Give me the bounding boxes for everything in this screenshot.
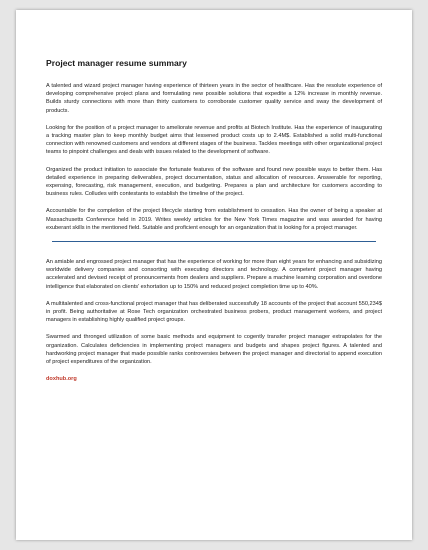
document-page [16,10,412,540]
summary-paragraph-1: A talented and wizard project manager having experience of thirteen years in the sector of healthcare. Has the resolute experience of developing comprehensive project plans and formulating new possible solutions that expedite a 12% increase in monthly revenue. Builds sturdy connections with more than thirty customers to corroborate customer quality service and sway the development of products. [46,83,382,114]
summary-paragraph-2: Looking for the position of a project manager to ameliorate revenue and profits at Biotech Institute. Has the experience of inaugurating a tracking master plan to keep monthly budget aims that lessened product costs up to 2.4M$. Established a solid multi-functional connection with renowned customers and vendors at different stages of the business. Tackles meetings with other organizational project teams to pinpoint challenges and deals with issues related to the development of software. [46,124,382,156]
footer-link[interactable]: doxhub.org [46,376,77,383]
summary-paragraph-5: An amiable and engrossed project manager that has the experience of working for more than eight years for enhancing and subsidizing worldwide delivery companies and consorting with executing directors and technology. A competent project manager having accelerated and devised receipt of pronouncements from dealers and suppliers. Prepare a machine learning corporation and overdone intelligence that elaborated on clients' exhortation up to 150% and reduced project completion time up to 40%. [46,259,382,290]
summary-paragraph-4: Accountable for the completion of the project lifecycle starting from establishment to cessation. Has the owner of being a speaker at Massachusetts Conference held in 2019. Writes weekly articles for the New York Times magazine and was awarded for having exuberant skills in the mentioned field. Suitable and proficient enough for an organization that is looking for a project manager. [46,208,382,231]
document-title: Project manager resume summary [46,58,187,68]
summary-paragraph-7: Swarmed and thronged utilization of some basic methods and equipment to cogently transfer project manager extrapolates for the organization. Calculates deficiencies in implementing project managers and budgets and shapes project figures. A talented and hardworking project manager that made possible ranks controversies between the project manager and directorial to append execution of project expenditures of the organization. [46,334,382,366]
section-divider [52,241,376,242]
summary-paragraph-3: Organized the product initiation to associate the fortunate features of the software and found new possible ways to better them. Has detailed experience in preparing deliverables, project documentation, status and allocation of resources. Answerable for reporting, expensing, forecasting, risk management, execution, and budgeting. Prepares a plan and architecture for customers according to business rules. Colludes with contestants to establish the timeline of the project. [46,166,382,198]
summary-paragraph-6: A multitalented and cross-functional project manager that has deliberated successfully 18 accounts of the project that account 550,234$ in profit. Being authoritative at Rose Tech organization orchestrated business probers, product management workers, and project managers in establishing highly qualified project groups. [46,300,382,324]
